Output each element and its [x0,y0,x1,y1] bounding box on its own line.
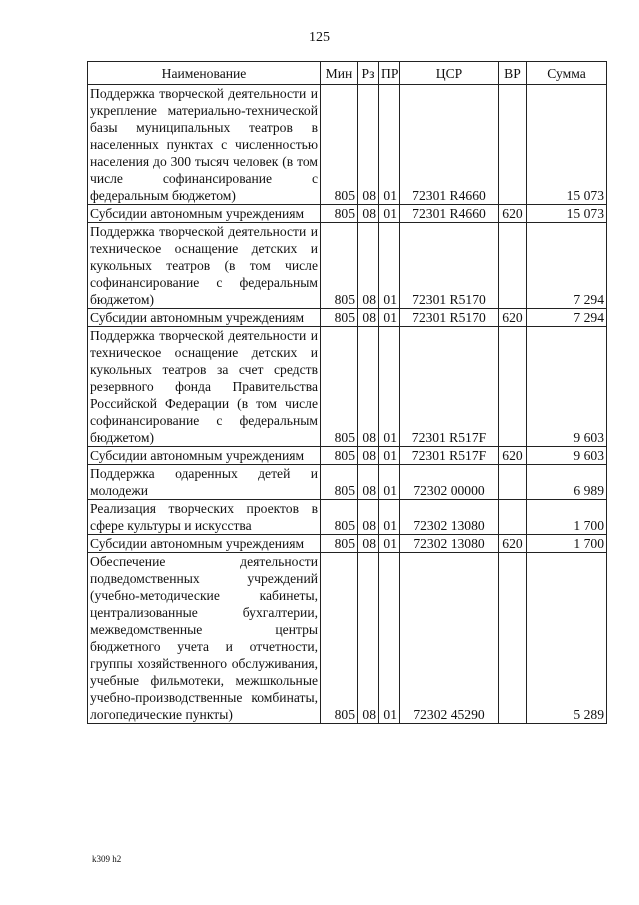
row-min: 805 [321,447,358,465]
header-sum: Сумма [527,62,607,85]
row-min: 805 [321,205,358,223]
row-rz: 08 [358,535,379,553]
table-row [88,500,607,535]
row-vr: 620 [499,535,527,553]
row-csr: 72301 R4660 [400,205,499,223]
table-row [88,447,607,465]
row-sum: 7 294 [527,223,607,309]
row-rz: 08 [358,85,379,205]
row-name: Обеспечение деятельности подведомственных учреждений (учебно-методические кабинеты, централизованные бухгалтерии, межведомственные центры бюджетного учета и отчетности, группы хозяйственного обслуживания, учебные фильмотеки, межшкольные учебно-производственные комбинаты, логопедические пункты) [88,553,321,724]
table-row [88,223,607,309]
row-pr: 01 [379,500,400,535]
row-name: Субсидии автономным учреждениям [88,535,321,553]
row-rz: 08 [358,447,379,465]
row-rz: 08 [358,500,379,535]
row-min: 805 [321,465,358,500]
row-vr: 620 [499,447,527,465]
row-name: Поддержка творческой деятельности и укрепление материально-технической базы муниципальных театров в населенных пунктах с численностью населения до 300 тысяч человек (в том числе софинансирование с федеральным бюджетом) [88,85,321,205]
row-name: Поддержка одаренных детей и молодежи [88,465,321,500]
row-vr [499,500,527,535]
row-csr: 72302 45290 [400,553,499,724]
row-sum: 1 700 [527,500,607,535]
row-rz: 08 [358,309,379,327]
row-rz: 08 [358,205,379,223]
row-sum: 9 603 [527,447,607,465]
row-name: Реализация творческих проектов в сфере культуры и искусства [88,500,321,535]
row-rz: 08 [358,553,379,724]
page-number: 125 [309,30,330,45]
row-rz: 08 [358,223,379,309]
row-csr: 72301 R517F [400,447,499,465]
row-csr: 72302 00000 [400,465,499,500]
row-pr: 01 [379,205,400,223]
row-pr: 01 [379,535,400,553]
row-min: 805 [321,327,358,447]
table-row [88,85,607,205]
row-sum: 5 289 [527,553,607,724]
header-min: Мин [321,62,358,85]
row-sum: 7 294 [527,309,607,327]
table-row [88,327,607,447]
row-min: 805 [321,535,358,553]
row-vr [499,553,527,724]
row-sum: 1 700 [527,535,607,553]
row-name: Субсидии автономным учреждениям [88,447,321,465]
row-min: 805 [321,309,358,327]
row-min: 805 [321,85,358,205]
header-vr: ВР [499,62,527,85]
row-name: Поддержка творческой деятельности и техническое оснащение детских и кукольных театров за счет средств резервного фонда Правительства Российской Федерации (в том числе софинансирование с федеральным бюджетом) [88,327,321,447]
row-csr: 72301 R4660 [400,85,499,205]
row-sum: 15 073 [527,205,607,223]
row-pr: 01 [379,223,400,309]
table-body [88,85,607,724]
table-row [88,205,607,223]
header-name: Наименование [88,62,321,85]
row-sum: 6 989 [527,465,607,500]
row-csr: 72302 13080 [400,500,499,535]
table-row [88,309,607,327]
row-rz: 08 [358,327,379,447]
row-sum: 9 603 [527,327,607,447]
footer-code: k309 h2 [92,854,122,864]
row-min: 805 [321,223,358,309]
header-rz: Рз [358,62,379,85]
row-vr [499,465,527,500]
row-name: Субсидии автономным учреждениям [88,205,321,223]
row-pr: 01 [379,465,400,500]
table-row [88,535,607,553]
header-csr: ЦСР [400,62,499,85]
row-vr [499,85,527,205]
row-min: 805 [321,500,358,535]
row-csr: 72301 R517F [400,327,499,447]
table-row [88,553,607,724]
row-vr [499,327,527,447]
row-pr: 01 [379,553,400,724]
row-vr: 620 [499,205,527,223]
row-csr: 72301 R5170 [400,223,499,309]
row-pr: 01 [379,327,400,447]
row-min: 805 [321,553,358,724]
row-pr: 01 [379,447,400,465]
budget-table [87,61,607,724]
header-row [88,62,607,85]
row-vr: 620 [499,309,527,327]
table-row [88,465,607,500]
row-sum: 15 073 [527,85,607,205]
row-name: Поддержка творческой деятельности и техническое оснащение детских и кукольных театров (в том числе софинансирование с федеральным бюджетом) [88,223,321,309]
row-name: Субсидии автономным учреждениям [88,309,321,327]
row-vr [499,223,527,309]
row-csr: 72302 13080 [400,535,499,553]
header-pr: ПР [379,62,400,85]
row-csr: 72301 R5170 [400,309,499,327]
row-rz: 08 [358,465,379,500]
row-pr: 01 [379,309,400,327]
row-pr: 01 [379,85,400,205]
